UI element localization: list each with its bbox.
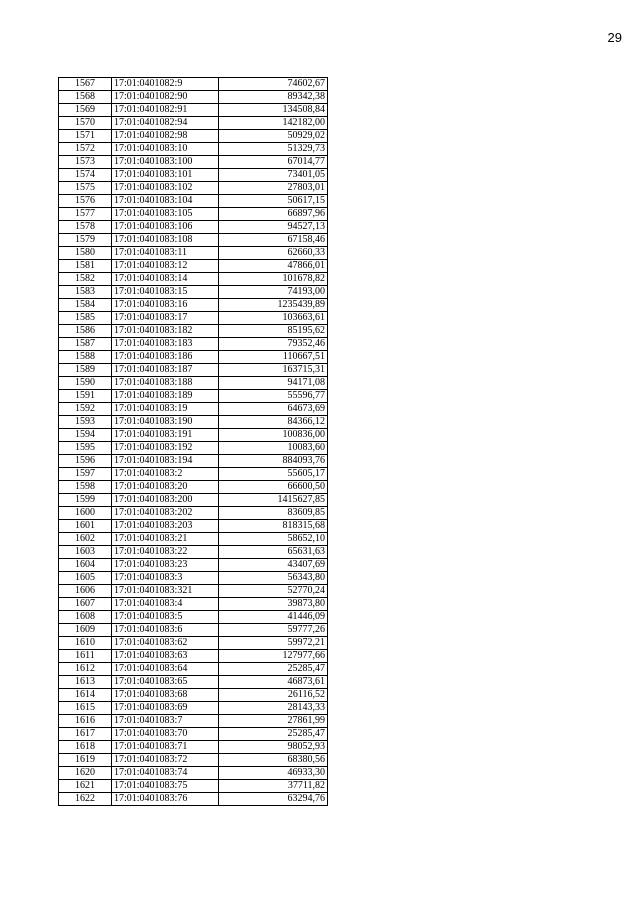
cadastral-value-cell: 84366,12	[219, 416, 328, 429]
table-row	[59, 494, 328, 507]
cadastral-value-cell: 26116,52	[219, 689, 328, 702]
row-number-cell: 1591	[59, 390, 112, 403]
cadastral-value-cell: 101678,82	[219, 273, 328, 286]
cadastral-value-cell: 46933,30	[219, 767, 328, 780]
cadastral-value-cell: 818315,68	[219, 520, 328, 533]
row-number-cell: 1593	[59, 416, 112, 429]
cadastral-number-cell: 17:01:0401083:16	[112, 299, 219, 312]
row-number-cell: 1570	[59, 117, 112, 130]
cadastral-number-cell: 17:01:0401083:20	[112, 481, 219, 494]
row-number-cell: 1584	[59, 299, 112, 312]
row-number-cell: 1589	[59, 364, 112, 377]
cadastral-number-cell: 17:01:0401082:94	[112, 117, 219, 130]
cadastral-value-table	[58, 77, 328, 806]
cadastral-value-cell: 46873,61	[219, 676, 328, 689]
cadastral-value-cell: 64673,69	[219, 403, 328, 416]
table-row	[59, 442, 328, 455]
cadastral-number-cell: 17:01:0401083:321	[112, 585, 219, 598]
cadastral-number-cell: 17:01:0401083:200	[112, 494, 219, 507]
row-number-cell: 1602	[59, 533, 112, 546]
cadastral-value-cell: 98052,93	[219, 741, 328, 754]
table-row	[59, 338, 328, 351]
table-row	[59, 195, 328, 208]
row-number-cell: 1581	[59, 260, 112, 273]
row-number-cell: 1612	[59, 663, 112, 676]
table-row	[59, 637, 328, 650]
cadastral-number-cell: 17:01:0401083:100	[112, 156, 219, 169]
cadastral-number-cell: 17:01:0401083:10	[112, 143, 219, 156]
table-row	[59, 715, 328, 728]
cadastral-number-cell: 17:01:0401083:187	[112, 364, 219, 377]
row-number-cell: 1611	[59, 650, 112, 663]
table-row	[59, 546, 328, 559]
cadastral-number-cell: 17:01:0401083:62	[112, 637, 219, 650]
cadastral-number-cell: 17:01:0401082:9	[112, 78, 219, 91]
cadastral-number-cell: 17:01:0401083:106	[112, 221, 219, 234]
cadastral-number-cell: 17:01:0401083:183	[112, 338, 219, 351]
row-number-cell: 1592	[59, 403, 112, 416]
row-number-cell: 1574	[59, 169, 112, 182]
table-row	[59, 286, 328, 299]
cadastral-value-cell: 59777,26	[219, 624, 328, 637]
cadastral-number-cell: 17:01:0401082:98	[112, 130, 219, 143]
row-number-cell: 1614	[59, 689, 112, 702]
cadastral-value-cell: 55596,77	[219, 390, 328, 403]
table-row	[59, 780, 328, 793]
cadastral-value-cell: 89342,38	[219, 91, 328, 104]
row-number-cell: 1606	[59, 585, 112, 598]
cadastral-number-cell: 17:01:0401083:72	[112, 754, 219, 767]
cadastral-value-cell: 43407,69	[219, 559, 328, 572]
cadastral-number-cell: 17:01:0401083:22	[112, 546, 219, 559]
cadastral-number-cell: 17:01:0401082:90	[112, 91, 219, 104]
row-number-cell: 1590	[59, 377, 112, 390]
cadastral-number-cell: 17:01:0401083:64	[112, 663, 219, 676]
cadastral-number-cell: 17:01:0401083:203	[112, 520, 219, 533]
cadastral-value-cell: 27803,01	[219, 182, 328, 195]
row-number-cell: 1600	[59, 507, 112, 520]
cadastral-number-cell: 17:01:0401083:3	[112, 572, 219, 585]
table-row	[59, 260, 328, 273]
cadastral-number-cell: 17:01:0401083:68	[112, 689, 219, 702]
cadastral-number-cell: 17:01:0401083:102	[112, 182, 219, 195]
row-number-cell: 1615	[59, 702, 112, 715]
table-row	[59, 234, 328, 247]
table-row	[59, 754, 328, 767]
cadastral-value-cell: 68380,56	[219, 754, 328, 767]
table-row	[59, 403, 328, 416]
cadastral-value-cell: 127977,66	[219, 650, 328, 663]
cadastral-value-cell: 10083,60	[219, 442, 328, 455]
cadastral-number-cell: 17:01:0401083:12	[112, 260, 219, 273]
row-number-cell: 1588	[59, 351, 112, 364]
table-row	[59, 143, 328, 156]
cadastral-value-cell: 50929,02	[219, 130, 328, 143]
row-number-cell: 1597	[59, 468, 112, 481]
cadastral-number-cell: 17:01:0401083:71	[112, 741, 219, 754]
row-number-cell: 1620	[59, 767, 112, 780]
cadastral-value-cell: 74602,67	[219, 78, 328, 91]
cadastral-value-cell: 39873,80	[219, 598, 328, 611]
table-row	[59, 117, 328, 130]
table-row	[59, 247, 328, 260]
table-row	[59, 663, 328, 676]
table-row	[59, 611, 328, 624]
table-row	[59, 572, 328, 585]
cadastral-number-cell: 17:01:0401083:192	[112, 442, 219, 455]
row-number-cell: 1608	[59, 611, 112, 624]
cadastral-number-cell: 17:01:0401083:63	[112, 650, 219, 663]
table-row	[59, 793, 328, 806]
table-row	[59, 702, 328, 715]
cadastral-value-cell: 1415627,85	[219, 494, 328, 507]
row-number-cell: 1577	[59, 208, 112, 221]
row-number-cell: 1571	[59, 130, 112, 143]
cadastral-value-cell: 66600,50	[219, 481, 328, 494]
cadastral-number-cell: 17:01:0401083:7	[112, 715, 219, 728]
cadastral-number-cell: 17:01:0401083:14	[112, 273, 219, 286]
table-row	[59, 364, 328, 377]
cadastral-number-cell: 17:01:0401082:91	[112, 104, 219, 117]
table-row	[59, 416, 328, 429]
row-number-cell: 1618	[59, 741, 112, 754]
cadastral-value-cell: 65631,63	[219, 546, 328, 559]
table-row	[59, 91, 328, 104]
table-row	[59, 468, 328, 481]
cadastral-value-cell: 56343,80	[219, 572, 328, 585]
cadastral-value-cell: 51329,73	[219, 143, 328, 156]
table-row	[59, 104, 328, 117]
row-number-cell: 1587	[59, 338, 112, 351]
cadastral-value-cell: 103663,61	[219, 312, 328, 325]
cadastral-value-cell: 55605,17	[219, 468, 328, 481]
cadastral-number-cell: 17:01:0401083:188	[112, 377, 219, 390]
row-number-cell: 1568	[59, 91, 112, 104]
table-row	[59, 130, 328, 143]
table-row	[59, 429, 328, 442]
cadastral-number-cell: 17:01:0401083:19	[112, 403, 219, 416]
cadastral-number-cell: 17:01:0401083:6	[112, 624, 219, 637]
table-row	[59, 182, 328, 195]
row-number-cell: 1617	[59, 728, 112, 741]
cadastral-value-cell: 25285,47	[219, 663, 328, 676]
table-row	[59, 169, 328, 182]
cadastral-value-cell: 74193,00	[219, 286, 328, 299]
table-row	[59, 598, 328, 611]
cadastral-value-cell: 66897,96	[219, 208, 328, 221]
row-number-cell: 1609	[59, 624, 112, 637]
cadastral-value-cell: 62660,33	[219, 247, 328, 260]
row-number-cell: 1578	[59, 221, 112, 234]
row-number-cell: 1594	[59, 429, 112, 442]
row-number-cell: 1601	[59, 520, 112, 533]
cadastral-number-cell: 17:01:0401083:75	[112, 780, 219, 793]
row-number-cell: 1586	[59, 325, 112, 338]
table-row	[59, 689, 328, 702]
cadastral-value-cell: 134508,84	[219, 104, 328, 117]
cadastral-value-cell: 94527,13	[219, 221, 328, 234]
cadastral-value-cell: 41446,09	[219, 611, 328, 624]
table-row	[59, 533, 328, 546]
cadastral-value-cell: 47866,01	[219, 260, 328, 273]
table-row	[59, 390, 328, 403]
table-row	[59, 585, 328, 598]
cadastral-value-cell: 28143,33	[219, 702, 328, 715]
row-number-cell: 1580	[59, 247, 112, 260]
table-row	[59, 650, 328, 663]
cadastral-number-cell: 17:01:0401083:191	[112, 429, 219, 442]
cadastral-number-cell: 17:01:0401083:2	[112, 468, 219, 481]
cadastral-number-cell: 17:01:0401083:189	[112, 390, 219, 403]
cadastral-value-cell: 59972,21	[219, 637, 328, 650]
cadastral-value-cell: 163715,31	[219, 364, 328, 377]
table-row	[59, 559, 328, 572]
cadastral-number-cell: 17:01:0401083:4	[112, 598, 219, 611]
cadastral-value-cell: 100836,00	[219, 429, 328, 442]
table-row	[59, 221, 328, 234]
row-number-cell: 1604	[59, 559, 112, 572]
cadastral-number-cell: 17:01:0401083:17	[112, 312, 219, 325]
row-number-cell: 1610	[59, 637, 112, 650]
cadastral-value-cell: 142182,00	[219, 117, 328, 130]
row-number-cell: 1599	[59, 494, 112, 507]
row-number-cell: 1576	[59, 195, 112, 208]
cadastral-number-cell: 17:01:0401083:101	[112, 169, 219, 182]
cadastral-number-cell: 17:01:0401083:105	[112, 208, 219, 221]
cadastral-value-cell: 85195,62	[219, 325, 328, 338]
cadastral-number-cell: 17:01:0401083:23	[112, 559, 219, 572]
cadastral-value-cell: 27861,99	[219, 715, 328, 728]
cadastral-number-cell: 17:01:0401083:76	[112, 793, 219, 806]
row-number-cell: 1567	[59, 78, 112, 91]
cadastral-value-cell: 79352,46	[219, 338, 328, 351]
table-row	[59, 507, 328, 520]
row-number-cell: 1598	[59, 481, 112, 494]
table-row	[59, 481, 328, 494]
page-number: 29	[607, 30, 622, 45]
cadastral-number-cell: 17:01:0401083:21	[112, 533, 219, 546]
row-number-cell: 1603	[59, 546, 112, 559]
row-number-cell: 1607	[59, 598, 112, 611]
cadastral-number-cell: 17:01:0401083:70	[112, 728, 219, 741]
table-row	[59, 156, 328, 169]
cadastral-number-cell: 17:01:0401083:69	[112, 702, 219, 715]
cadastral-value-cell: 25285,47	[219, 728, 328, 741]
cadastral-number-cell: 17:01:0401083:190	[112, 416, 219, 429]
cadastral-value-cell: 110667,51	[219, 351, 328, 364]
row-number-cell: 1573	[59, 156, 112, 169]
table-row	[59, 741, 328, 754]
table-row	[59, 208, 328, 221]
table-row	[59, 78, 328, 91]
table-row	[59, 520, 328, 533]
row-number-cell: 1619	[59, 754, 112, 767]
table-body	[59, 78, 328, 806]
row-number-cell: 1583	[59, 286, 112, 299]
row-number-cell: 1621	[59, 780, 112, 793]
table-row	[59, 728, 328, 741]
cadastral-number-cell: 17:01:0401083:108	[112, 234, 219, 247]
table-row	[59, 273, 328, 286]
cadastral-number-cell: 17:01:0401083:202	[112, 507, 219, 520]
row-number-cell: 1595	[59, 442, 112, 455]
row-number-cell: 1575	[59, 182, 112, 195]
row-number-cell: 1605	[59, 572, 112, 585]
table-row	[59, 325, 328, 338]
row-number-cell: 1569	[59, 104, 112, 117]
cadastral-value-cell: 67158,46	[219, 234, 328, 247]
cadastral-number-cell: 17:01:0401083:65	[112, 676, 219, 689]
cadastral-number-cell: 17:01:0401083:186	[112, 351, 219, 364]
cadastral-value-cell: 58652,10	[219, 533, 328, 546]
cadastral-value-cell: 67014,77	[219, 156, 328, 169]
table-row	[59, 676, 328, 689]
table-row	[59, 767, 328, 780]
cadastral-number-cell: 17:01:0401083:11	[112, 247, 219, 260]
row-number-cell: 1616	[59, 715, 112, 728]
table-row	[59, 351, 328, 364]
cadastral-number-cell: 17:01:0401083:15	[112, 286, 219, 299]
row-number-cell: 1622	[59, 793, 112, 806]
table-row	[59, 377, 328, 390]
table-row	[59, 624, 328, 637]
row-number-cell: 1579	[59, 234, 112, 247]
cadastral-value-cell: 1235439,89	[219, 299, 328, 312]
table-row	[59, 299, 328, 312]
cadastral-number-cell: 17:01:0401083:5	[112, 611, 219, 624]
row-number-cell: 1613	[59, 676, 112, 689]
cadastral-number-cell: 17:01:0401083:182	[112, 325, 219, 338]
cadastral-value-cell: 50617,15	[219, 195, 328, 208]
cadastral-value-cell: 94171,08	[219, 377, 328, 390]
cadastral-number-cell: 17:01:0401083:74	[112, 767, 219, 780]
cadastral-number-cell: 17:01:0401083:104	[112, 195, 219, 208]
cadastral-value-cell: 52770,24	[219, 585, 328, 598]
cadastral-number-cell: 17:01:0401083:194	[112, 455, 219, 468]
table-row	[59, 312, 328, 325]
row-number-cell: 1582	[59, 273, 112, 286]
row-number-cell: 1585	[59, 312, 112, 325]
cadastral-value-cell: 73401,05	[219, 169, 328, 182]
row-number-cell: 1572	[59, 143, 112, 156]
cadastral-value-cell: 884093,76	[219, 455, 328, 468]
cadastral-value-cell: 83609,85	[219, 507, 328, 520]
row-number-cell: 1596	[59, 455, 112, 468]
cadastral-value-cell: 63294,76	[219, 793, 328, 806]
cadastral-value-cell: 37711,82	[219, 780, 328, 793]
table-row	[59, 455, 328, 468]
